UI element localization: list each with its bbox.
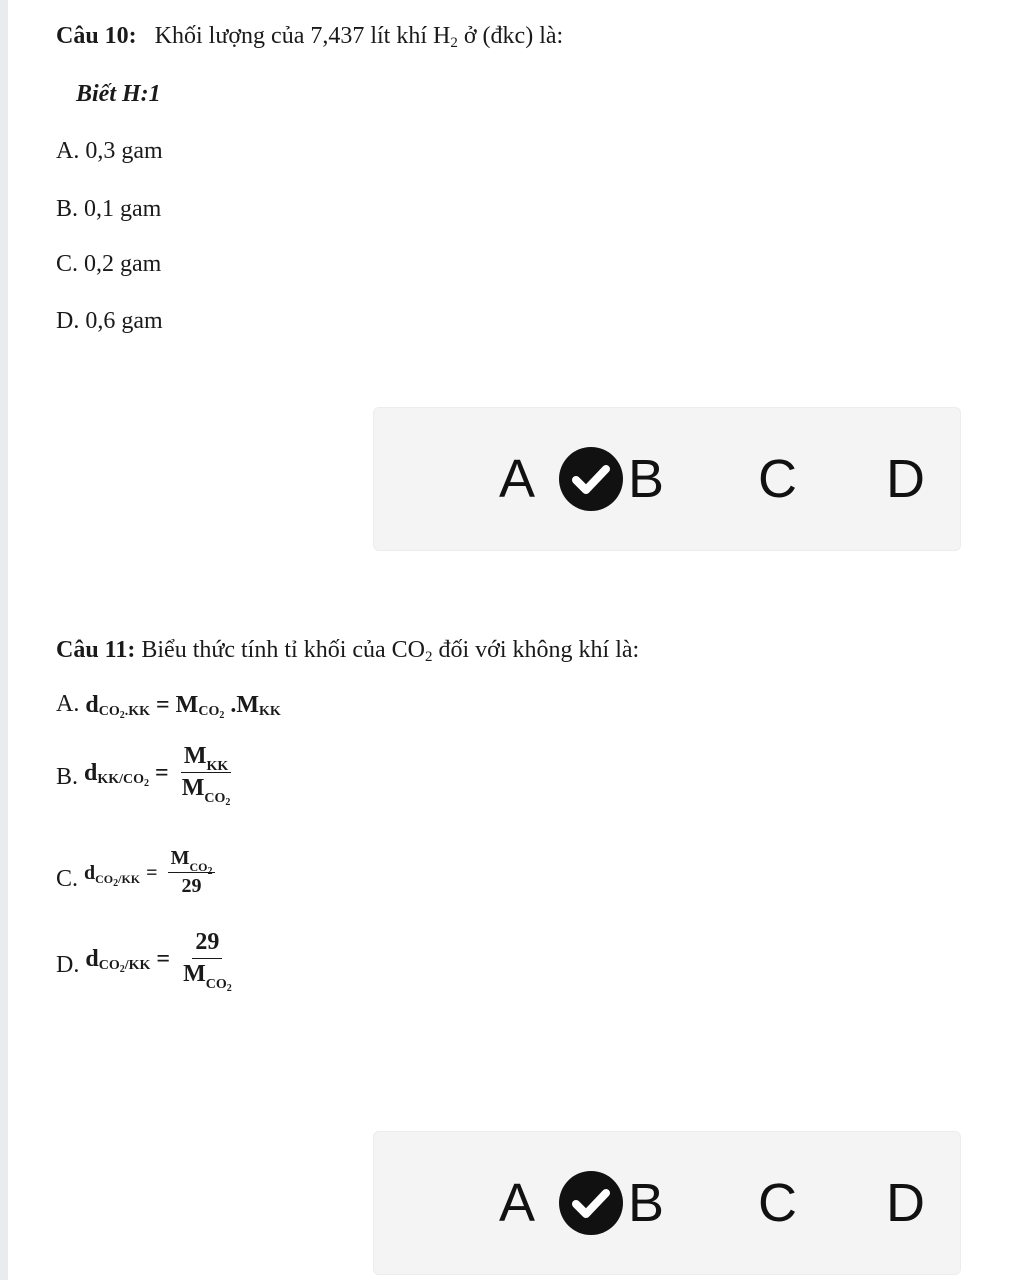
question-10-stem <box>56 23 564 51</box>
question-10-option-a[interactable] <box>56 139 163 163</box>
question-11-stem <box>56 637 640 665</box>
answer-option-d[interactable]: D <box>886 1173 925 1233</box>
check-circle-icon <box>559 447 623 511</box>
option-label: D. <box>56 952 80 979</box>
question-10-subscript: 2 <box>450 35 458 51</box>
answer-bar-q11 <box>373 1131 961 1275</box>
formula-c: d $CO_2/KK$ = $\frac{M_{CO_2}}{29}$ <box>84 848 219 897</box>
answer-option-d[interactable]: D <box>886 449 925 509</box>
option-text: 0,1 gam <box>84 196 162 222</box>
question-10-option-d[interactable] <box>56 309 163 333</box>
option-label: B. <box>56 196 79 222</box>
check-circle-icon <box>559 1171 623 1235</box>
formula-a: d $CO_2.KK$ = M $CO_2$ .M KK <box>85 692 281 722</box>
question-10-option-b[interactable] <box>56 197 161 221</box>
formula-d: d $CO_2/KK$ = $\frac{29}{M_{CO_2}}$ <box>85 929 232 995</box>
question-11-option-c[interactable] <box>56 848 219 897</box>
option-label: A. <box>56 691 80 717</box>
question-11-subscript: 2 <box>425 649 433 665</box>
answer-option-c[interactable]: C <box>758 1173 797 1233</box>
option-label: D. <box>56 308 80 334</box>
option-label: C. <box>56 866 79 893</box>
answer-option-b[interactable]: B <box>628 1173 665 1233</box>
question-11-option-d[interactable] <box>56 929 239 995</box>
option-text: 0,3 gam <box>85 138 163 164</box>
question-10-hint: Biết H:1 <box>76 81 161 107</box>
answer-option-c[interactable]: C <box>758 449 797 509</box>
answer-option-b[interactable]: B <box>628 449 665 509</box>
question-11-number: Câu 11: <box>56 637 136 663</box>
question-10-text-end: ở (đkc) là: <box>457 23 564 49</box>
left-edge-strip <box>0 0 8 1280</box>
answer-bar-q10 <box>373 407 961 551</box>
question-11-option-a[interactable] <box>56 691 281 722</box>
option-text: 0,6 gam <box>85 308 163 334</box>
option-label: C. <box>56 251 79 277</box>
option-label: A. <box>56 138 80 164</box>
question-10-number: Câu 10: <box>56 23 137 49</box>
question-11-option-b[interactable] <box>56 743 237 809</box>
question-10-option-c[interactable] <box>56 252 161 276</box>
formula-b: d $KK/CO_2$ = $\frac{M_{KK}}{M_{CO_2}}$ <box>84 743 231 809</box>
question-11-text: Biểu thức tính tỉ khối của CO <box>141 637 425 663</box>
option-label: B. <box>56 764 79 791</box>
answer-option-a[interactable]: A <box>499 1173 536 1233</box>
answer-option-a[interactable]: A <box>499 449 536 509</box>
option-text: 0,2 gam <box>84 251 162 277</box>
question-10-text: Khối lượng của 7,437 lít khí H <box>154 23 451 49</box>
question-11-text-end: đối với không khí là: <box>432 637 640 663</box>
